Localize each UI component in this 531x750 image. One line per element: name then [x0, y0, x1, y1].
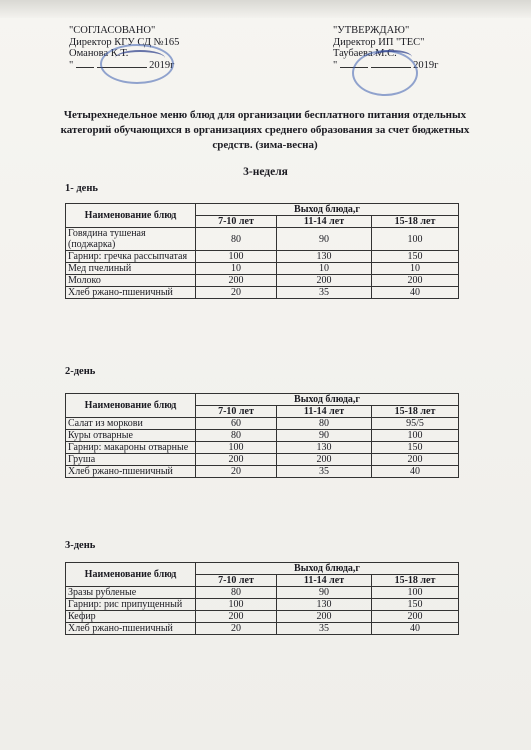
- approval-right-position: Директор ИП "ТЕС": [333, 36, 425, 48]
- col-header-age-2: 11-14 лет: [277, 216, 372, 228]
- dish-name: Груша: [66, 454, 196, 466]
- document-title: Четырехнедельное меню блюд для организации бесплатного питания отдельных категорий обучающихся в организациях среднего образования за счет бюджетных средств. (зима-весна): [60, 109, 470, 151]
- table-row: [66, 430, 459, 442]
- value-cell: 80: [196, 587, 277, 599]
- approval-left-position: Директор КГУ СД №165: [69, 36, 180, 48]
- col-header-output: Выход блюда,г: [196, 204, 459, 216]
- value-cell: 35: [277, 466, 372, 478]
- table-row: [66, 466, 459, 478]
- value-cell: 20: [196, 287, 277, 299]
- dish-name: Гарнир: макароны отварные: [66, 442, 196, 454]
- dish-name: Хлеб ржано-пшеничный: [66, 466, 196, 478]
- value-cell: 130: [277, 599, 372, 611]
- day-1-table: [65, 203, 459, 299]
- day-2-label: 2-день: [65, 366, 96, 377]
- day-3-label: 3-день: [65, 540, 96, 551]
- value-cell: 150: [372, 599, 459, 611]
- value-cell: 100: [196, 251, 277, 263]
- week-heading: 3-неделя: [243, 166, 288, 178]
- day-2-table: [65, 393, 459, 478]
- col-header-output: Выход блюда,г: [196, 394, 459, 406]
- value-cell: 90: [277, 430, 372, 442]
- dish-name: Салат из моркови: [66, 418, 196, 430]
- value-cell: 200: [277, 454, 372, 466]
- approval-right-name: Таубаева М.С.: [333, 48, 397, 59]
- col-header-age-2: 11-14 лет: [277, 406, 372, 418]
- col-header-age-3: 15-18 лет: [372, 406, 459, 418]
- col-header-age-1: 7-10 лет: [196, 216, 277, 228]
- dish-name: Куры отварные: [66, 430, 196, 442]
- col-header-dish: Наименование блюд: [66, 394, 196, 418]
- value-cell: 200: [372, 275, 459, 287]
- value-cell: 200: [196, 275, 277, 287]
- value-cell: 200: [372, 611, 459, 623]
- value-cell: 100: [372, 587, 459, 599]
- value-cell: 80: [196, 228, 277, 251]
- col-header-dish: Наименование блюд: [66, 563, 196, 587]
- value-cell: 80: [196, 430, 277, 442]
- value-cell: 200: [196, 454, 277, 466]
- dish-name: Хлеб ржано-пшеничный: [66, 287, 196, 299]
- table-row: [66, 263, 459, 275]
- approval-right-title: "УТВЕРЖДАЮ": [333, 25, 410, 36]
- value-cell: 200: [196, 611, 277, 623]
- col-header-age-3: 15-18 лет: [372, 575, 459, 587]
- table-row: [66, 599, 459, 611]
- signature-right: [372, 50, 412, 64]
- value-cell: 60: [196, 418, 277, 430]
- value-cell: 150: [372, 442, 459, 454]
- day-1-label: 1- день: [65, 183, 98, 194]
- value-cell: 10: [277, 263, 372, 275]
- value-cell: 90: [277, 587, 372, 599]
- table-row: [66, 623, 459, 635]
- value-cell: 20: [196, 623, 277, 635]
- table-row: [66, 611, 459, 623]
- col-header-output: Выход блюда,г: [196, 563, 459, 575]
- value-cell: 35: [277, 623, 372, 635]
- approval-right-date: " 2019г: [333, 59, 439, 71]
- day-3-table: [65, 562, 459, 635]
- dish-name: Гарнир: гречка рассыпчатая: [66, 251, 196, 263]
- signature-left: [115, 50, 165, 66]
- dish-name: Зразы рубленые: [66, 587, 196, 599]
- value-cell: 10: [372, 263, 459, 275]
- table-row: [66, 228, 459, 251]
- col-header-age-3: 15-18 лет: [372, 216, 459, 228]
- value-cell: 90: [277, 228, 372, 251]
- dish-name: Кефир: [66, 611, 196, 623]
- table-row: [66, 275, 459, 287]
- table-row: [66, 442, 459, 454]
- value-cell: 100: [196, 442, 277, 454]
- value-cell: 200: [277, 611, 372, 623]
- dish-name: Молоко: [66, 275, 196, 287]
- table-row: [66, 454, 459, 466]
- value-cell: 20: [196, 466, 277, 478]
- table-row: [66, 251, 459, 263]
- value-cell: 130: [277, 442, 372, 454]
- value-cell: 100: [196, 599, 277, 611]
- col-header-age-1: 7-10 лет: [196, 406, 277, 418]
- value-cell: 35: [277, 287, 372, 299]
- value-cell: 40: [372, 287, 459, 299]
- value-cell: 100: [372, 430, 459, 442]
- value-cell: 40: [372, 623, 459, 635]
- scan-edge: [0, 0, 531, 18]
- dish-name: Мед пчелиный: [66, 263, 196, 275]
- value-cell: 10: [196, 263, 277, 275]
- col-header-age-1: 7-10 лет: [196, 575, 277, 587]
- value-cell: 130: [277, 251, 372, 263]
- table-row: [66, 418, 459, 430]
- table-row: [66, 587, 459, 599]
- value-cell: 100: [372, 228, 459, 251]
- dish-name: Хлеб ржано-пшеничный: [66, 623, 196, 635]
- value-cell: 40: [372, 466, 459, 478]
- col-header-age-2: 11-14 лет: [277, 575, 372, 587]
- col-header-dish: Наименование блюд: [66, 204, 196, 228]
- value-cell: 80: [277, 418, 372, 430]
- approval-left-title: "СОГЛАСОВАНО": [69, 25, 156, 36]
- dish-name: Гарнир: рис припущенный: [66, 599, 196, 611]
- value-cell: 200: [277, 275, 372, 287]
- table-row: [66, 287, 459, 299]
- value-cell: 95/5: [372, 418, 459, 430]
- value-cell: 200: [372, 454, 459, 466]
- value-cell: 150: [372, 251, 459, 263]
- dish-name: Говядина тушеная (поджарка): [66, 228, 196, 251]
- approval-left-name: Оманова К.Т.: [69, 48, 129, 59]
- approval-left-date: " 2019г: [69, 59, 175, 71]
